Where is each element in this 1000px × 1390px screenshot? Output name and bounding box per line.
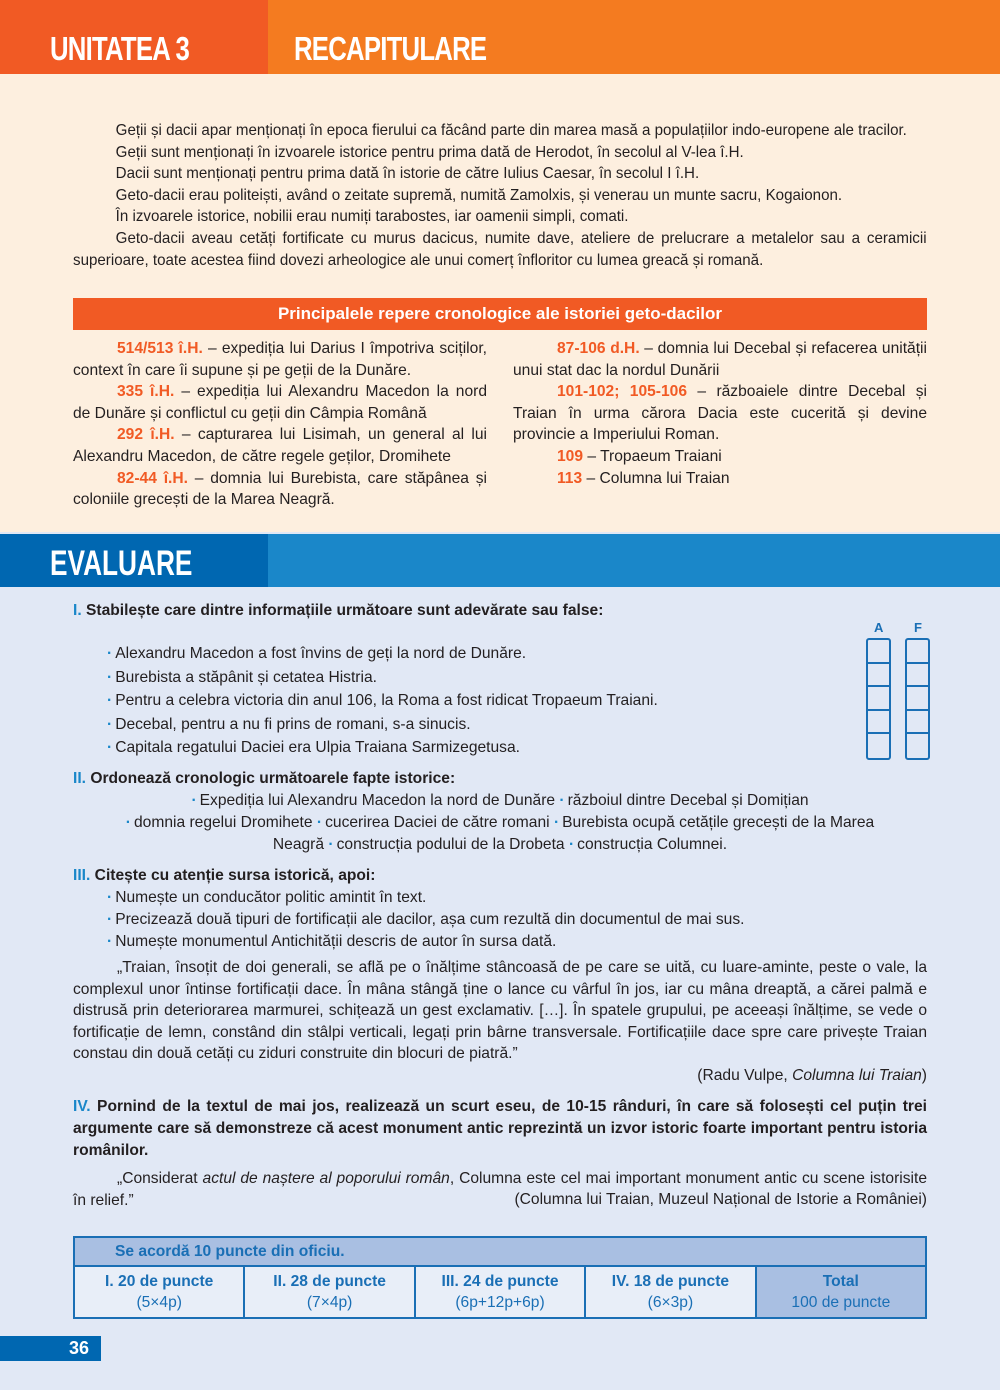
bullet-icon: · xyxy=(316,814,323,831)
bullet-icon: · xyxy=(107,933,113,950)
question-text: Ordonează cronologic următoarele fapte istorice: xyxy=(86,770,456,787)
score-detail: (7×4p) xyxy=(306,1294,353,1311)
events-list xyxy=(73,790,927,856)
score-label: III. 24 de puncte xyxy=(441,1273,559,1290)
event-item: războiul dintre Decebal și Domițian xyxy=(567,792,809,809)
statement-text: Pentru a celebra victoria din anul 106, la Roma a fost ridicat Tropaeum Traiani. xyxy=(115,692,658,710)
chronology-date: 292 î.H. xyxy=(117,426,175,444)
true-checkbox[interactable] xyxy=(868,640,889,664)
chronology-text: – domnia lui Burebista, care stăpânea și coloniile grecești de la Marea Neagră. xyxy=(73,469,487,509)
true-checkbox[interactable] xyxy=(868,734,889,758)
chronology-date: 113 xyxy=(557,469,583,487)
recap-paragraph: În izvoarele istorice, nobilii erau numiți tarabostes, iar oamenii simpli, comati. xyxy=(115,208,629,226)
score-label: I. 20 de puncte xyxy=(105,1273,214,1290)
chronology-entry xyxy=(73,338,487,381)
false-checkbox[interactable] xyxy=(907,711,928,735)
score-cell xyxy=(586,1267,756,1317)
chronology-right-column xyxy=(513,338,927,489)
scoring-table xyxy=(73,1236,927,1319)
event-item: construcția Columnei. xyxy=(577,836,728,853)
quote-text: , Columna este cel mai important monument antic cu scene istorisite în relief.” xyxy=(73,1170,928,1209)
recap-paragraph: Geto-dacii erau politeiști, având o zeitate supremă, numită Zamolxis, și venerau un munte sacru, Kogaionon. xyxy=(115,186,843,204)
chronology-date: 82-44 î.H. xyxy=(117,469,188,487)
event-item: Burebista ocupă cetățile grecești de la Marea Neagră xyxy=(272,814,875,853)
task-item xyxy=(73,931,927,953)
chronology-date: 109 xyxy=(557,447,584,465)
unit-title: UNITATEA 3 xyxy=(50,30,190,67)
source-citation xyxy=(73,1065,927,1087)
statement-text: Capitala regatului Daciei era Ulpia Traiana Sarmizegetusa. xyxy=(115,739,520,757)
recap-paragraph: Geții și dacii apar menționați în epoca fierului ca făcând parte din marea masă a populațiilor indo-europene ale tracilor. xyxy=(115,122,907,139)
evaluation-banner-extension xyxy=(268,534,1000,587)
bullet-icon: · xyxy=(559,792,565,809)
bullet-icon: · xyxy=(107,739,113,757)
chronology-entry xyxy=(513,468,927,490)
chronology-entry xyxy=(73,381,487,424)
statement-text: Burebista a stăpânit și cetatea Histria. xyxy=(115,668,377,686)
task-text: Numește un conducător politic amintit în text. xyxy=(115,889,427,906)
score-label: II. 28 de puncte xyxy=(273,1273,386,1290)
recap-paragraph: Geto-dacii aveau cetăți fortificate cu murus dacicus, numite dave, ateliere de prelucrare a metalelor sau a ceramicii superioare, toate acestea fiind dovezi arheologice ale unui comerț înfloritor cu lumea greacă și romană. xyxy=(73,229,927,269)
evaluation-header xyxy=(0,534,1000,587)
question-2 xyxy=(73,768,927,856)
recap-paragraph: Dacii sunt menționați pentru prima dată în istorie de către Iulius Caesar, în secolul I î.H. xyxy=(115,165,700,183)
recap-intro xyxy=(73,120,927,271)
chronology-text: – expediția lui Alexandru Macedon la nord de Dunăre și conflictul cu geții din Câmpia Română xyxy=(73,383,488,422)
chronology-text: – Columna lui Traian xyxy=(582,469,730,487)
chronology-date: 514/513 î.H. xyxy=(117,340,203,357)
question-number: IV. xyxy=(73,1098,91,1115)
question-4 xyxy=(73,1096,927,1211)
chronology-date: 101-102; 105-106 xyxy=(557,383,688,401)
bullet-icon: · xyxy=(553,814,560,831)
bullet-icon: · xyxy=(107,715,113,733)
score-detail: (5×4p) xyxy=(136,1294,182,1311)
chronology-entry xyxy=(513,446,927,468)
question-3 xyxy=(73,865,927,1087)
page-number: 36 xyxy=(0,1336,101,1361)
chronology-entry xyxy=(73,468,487,511)
section-banner xyxy=(268,0,1000,74)
total-detail: 100 de puncte xyxy=(791,1294,891,1311)
question-text: Pornind de la textul de mai jos, realizează un scurt eseu, de 10-15 rânduri, în care să folosești cel puțin trei argumente care să demonstreze că acest monument antic reprezintă un izvor istoric foarte important pentru istoria românilor. xyxy=(73,1098,927,1159)
bullet-icon: · xyxy=(107,692,113,710)
question-number: II. xyxy=(73,770,86,787)
quote-italic: actul de naștere al poporului român xyxy=(202,1170,450,1187)
chronology-entry xyxy=(513,381,927,446)
chronology-title: Principalele repere cronologice ale istoriei geto-dacilor xyxy=(73,298,927,330)
question-number: III. xyxy=(73,867,91,884)
question-text: Stabilește care dintre informațiile următoare sunt adevărate sau false: xyxy=(81,602,604,619)
statement-item xyxy=(73,736,927,760)
chronology-text: – domnia lui Decebal și refacerea unității unui stat dac la nordul Dunării xyxy=(513,340,927,379)
section-title: RECAPITULARE xyxy=(294,30,487,67)
bullet-icon: · xyxy=(107,645,113,662)
bullet-icon: · xyxy=(107,668,113,686)
citation-author: (Radu Vulpe, xyxy=(697,1066,793,1084)
statement-item xyxy=(73,713,927,737)
task-item xyxy=(73,909,927,931)
question-2-heading xyxy=(73,768,927,790)
page-header xyxy=(0,0,1000,74)
chronology-text: – expediția lui Darius I împotriva sciților, context în care îi supune și pe geții de la Dunăre. xyxy=(73,340,487,379)
statement-text: Decebal, pentru a nu fi prins de romani, s-a sinucis. xyxy=(115,715,471,733)
false-checkbox[interactable] xyxy=(907,664,928,688)
statement-item xyxy=(73,642,927,666)
task-item xyxy=(73,887,927,909)
chronology-text: – capturarea lui Lisimah, un general al lui Alexandru Macedon, de către regele geților, Dromihete xyxy=(73,426,488,465)
question-3-heading xyxy=(73,865,927,887)
chronology-entry xyxy=(73,424,487,467)
citation-end: ) xyxy=(921,1066,927,1084)
bullet-icon: · xyxy=(107,911,113,928)
question-1 xyxy=(73,600,927,760)
evaluation-title: EVALUARE xyxy=(50,544,193,583)
bullet-icon: · xyxy=(191,792,197,809)
chronology-text: – Tropaeum Traiani xyxy=(583,447,722,465)
unit-banner xyxy=(0,0,268,74)
bullet-icon: · xyxy=(125,814,131,831)
score-cell xyxy=(416,1267,586,1317)
false-checkbox[interactable] xyxy=(907,640,928,664)
score-label: IV. 18 de puncte xyxy=(611,1273,730,1290)
chronology-entry xyxy=(513,338,927,381)
total-label: Total xyxy=(822,1273,859,1290)
event-item: domnia regelui Dromihete xyxy=(134,814,313,831)
recap-section xyxy=(0,74,1000,532)
chronology-date: 87-106 d.H. xyxy=(557,340,640,357)
false-checkbox[interactable] xyxy=(907,687,928,711)
task-text: Numește monumentul Antichității descris de autor în sursa dată. xyxy=(115,933,557,950)
false-column-label: F xyxy=(914,620,922,635)
recap-paragraph: Geții sunt menționați în izvoarele istorice pentru prima dată de Herodot, în secolul al V-lea î.H. xyxy=(115,143,744,161)
evaluation-banner xyxy=(0,534,268,587)
statement-text: Alexandru Macedon a fost învins de geți la nord de Dunăre. xyxy=(115,645,527,662)
statement-item xyxy=(73,689,927,713)
true-checkbox[interactable] xyxy=(868,687,889,711)
source-quote: „Traian, însoțit de doi generali, se află pe o înălțime stâncoasă de pe care se uită, cu luare-aminte, peste o vale, la complexul unor întinse fortificații dace. În mâna stângă ține o lance cu vârful în jos, iar cu mâna dreaptă, a cărei palmă e distrusă prin deteriorarea marmurei, schițează un gest exclamativ. […]. În spatele grupului, pe aceeași înălțime, se vede o fortificație de lemn, constând din stâlpi verticali, legați prin bârne transversale. Fortificațiile dace spre care privește Traian constau din două cetăți cu ziduri construite din blocuri de piatră.” xyxy=(73,959,927,1063)
question-1-heading xyxy=(73,600,927,622)
question-4-heading xyxy=(73,1096,927,1162)
statement-item xyxy=(73,666,927,690)
true-false-grid xyxy=(866,620,930,760)
false-checkbox[interactable] xyxy=(907,734,928,758)
score-detail: (6×3p) xyxy=(647,1294,694,1311)
essay-source: (Columna lui Traian, Muzeul Național de Istorie a României) xyxy=(514,1191,927,1209)
question-number: I. xyxy=(73,602,82,619)
task-text: Precizează două tipuri de fortificații ale dacilor, așa cum rezultă din documentul de mai sus. xyxy=(115,911,745,928)
event-item: cucerirea Daciei de către romani xyxy=(325,814,550,831)
chronology-text: – războaiele dintre Decebal și Traian în urma cărora Dacia este cucerită și devine provincie a Imperiului Roman. xyxy=(513,383,927,444)
score-detail: (6p+12p+6p) xyxy=(455,1294,545,1311)
bullet-icon: · xyxy=(107,889,113,906)
bullet-icon: · xyxy=(328,836,334,853)
true-column-label: A xyxy=(874,620,884,635)
true-checkbox[interactable] xyxy=(868,664,889,688)
false-column xyxy=(905,638,930,760)
citation-title: Columna lui Traian xyxy=(792,1066,922,1084)
score-cell xyxy=(75,1267,245,1317)
true-checkbox[interactable] xyxy=(868,711,889,735)
chronology-date: 335 î.H. xyxy=(117,383,175,401)
scoring-row xyxy=(75,1267,925,1317)
quote-text: „Considerat xyxy=(117,1170,203,1187)
chronology-left-column xyxy=(73,338,487,511)
scoring-note: Se acordă 10 puncte din oficiu. xyxy=(75,1238,925,1267)
event-item: Expediția lui Alexandru Macedon la nord de Dunăre xyxy=(199,792,556,809)
event-item: construcția podului de la Drobeta xyxy=(336,836,565,853)
bullet-icon: · xyxy=(568,836,575,853)
score-cell xyxy=(245,1267,415,1317)
true-column xyxy=(866,638,891,760)
question-text: Citește cu atenție sursa istorică, apoi: xyxy=(90,867,376,884)
total-cell xyxy=(757,1267,925,1317)
